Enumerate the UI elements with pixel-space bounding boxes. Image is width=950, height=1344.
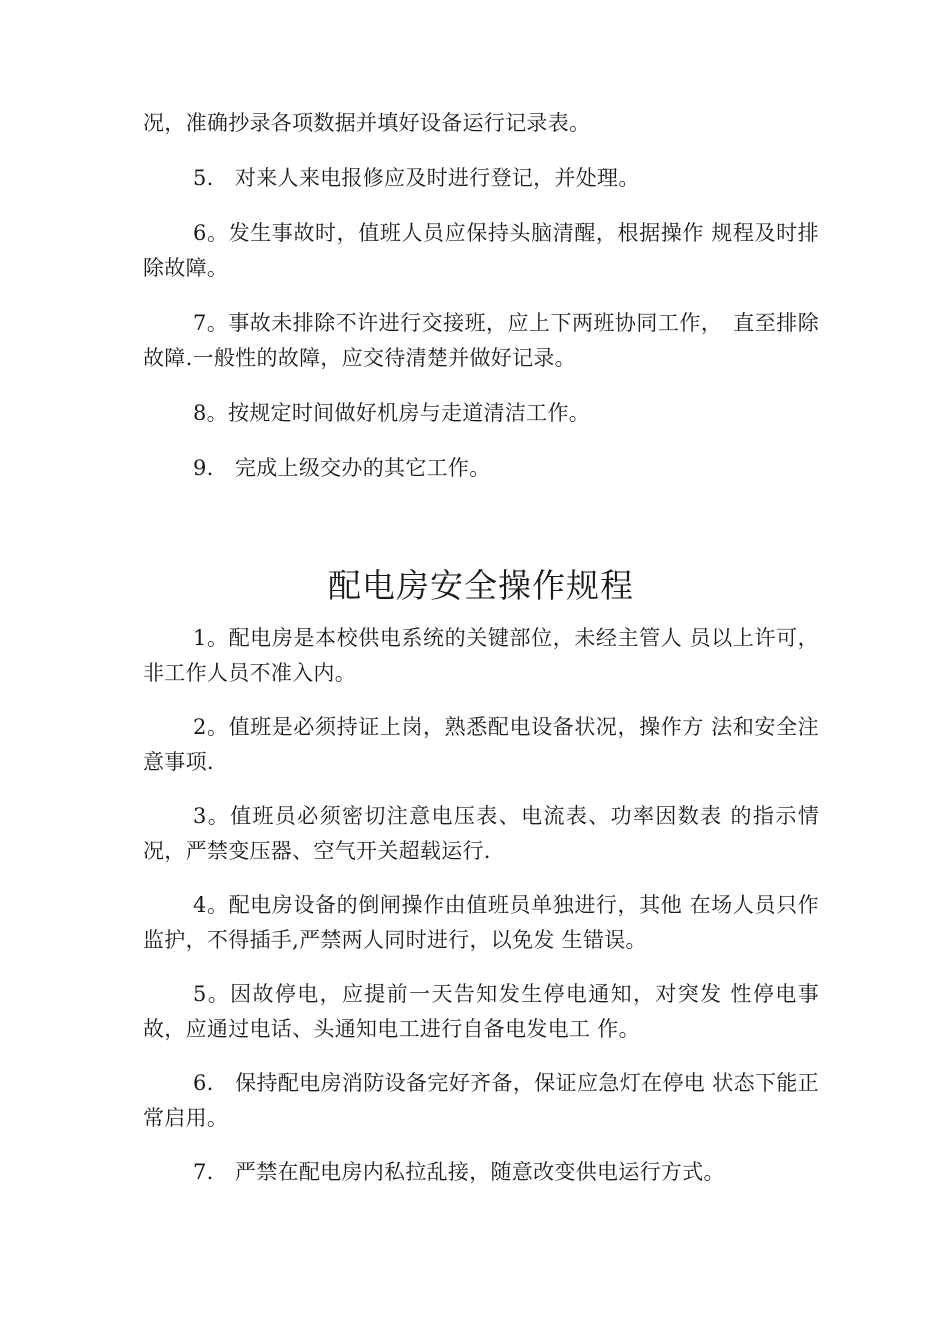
rule-item-3: 3。值班员必须密切注意电压表、电流表、功率因数表 的指示情况，严禁变压器、空气开关超载运行. bbox=[143, 804, 819, 863]
section-title: 配电房安全操作规程 bbox=[328, 566, 634, 605]
rule-item-5: 5。因故停电，应提前一天告知发生停电通知，对突发 性停电事故，应通过电话、头通知电工进行自备电发电工 作。 bbox=[143, 982, 819, 1041]
paragraph-item-7: 7。事故未排除不许进行交接班，应上下两班协同工作， 直至排除故障.一般性的故障，应交待清楚并做好记录。 bbox=[143, 311, 819, 370]
paragraph-item-8: 8。按规定时间做好机房与走道清洁工作。 bbox=[193, 401, 591, 425]
paragraph-item-6: 6。发生事故时，值班人员应保持头脑清醒，根据操作 规程及时排除故障。 bbox=[143, 221, 819, 280]
rule-item-4: 4。配电房设备的倒闸操作由值班员单独进行，其他 在场人员只作监护，不得插手,严禁两人同时进行，以免发 生错误。 bbox=[143, 893, 819, 952]
paragraph-continuation: 况，准确抄录各项数据并填好设备运行记录表。 bbox=[143, 111, 591, 135]
document-body bbox=[143, 106, 819, 1190]
paragraph-item-9: 9. 完成上级交办的其它工作。 bbox=[193, 456, 491, 480]
paragraph-item-5: 5. 对来人来电报修应及时进行登记，并处理。 bbox=[193, 166, 640, 190]
rule-item-6: 6. 保持配电房消防设备完好齐备，保证应急灯在停电 状态下能正常启用。 bbox=[143, 1071, 819, 1130]
rule-item-2: 2。值班是必须持证上岗，熟悉配电设备状况，操作方 法和安全注意事项. bbox=[143, 715, 819, 774]
rule-item-1: 1。配电房是本校供电系统的关键部位，未经主管人 员以上许可，非工作人员不准入内。 bbox=[143, 626, 819, 685]
rule-item-7: 7. 严禁在配电房内私拉乱接，随意改变供电运行方式。 bbox=[193, 1160, 725, 1184]
